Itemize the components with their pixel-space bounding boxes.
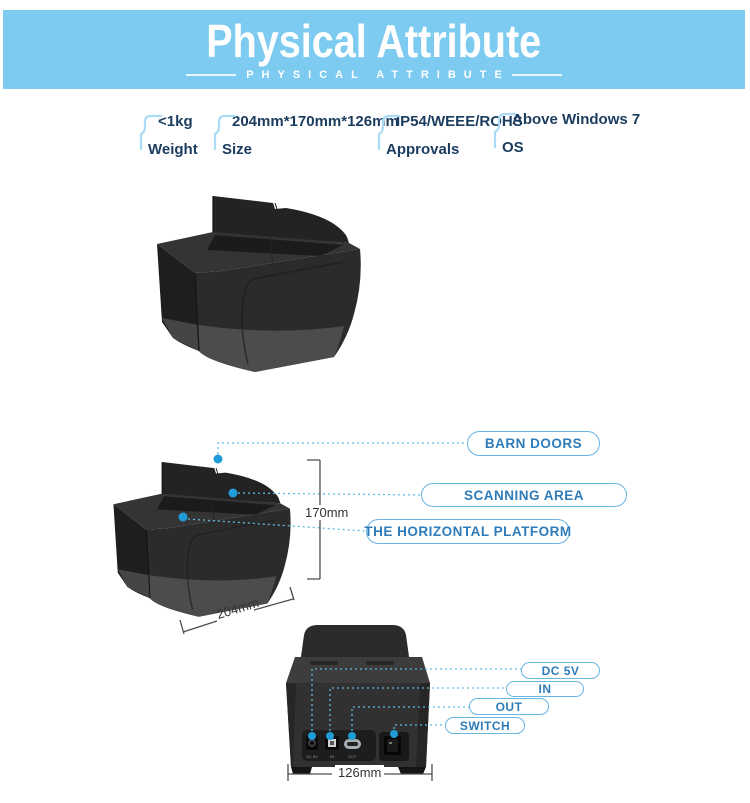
label-text: IN <box>538 682 552 696</box>
spec-label: Approvals <box>386 141 460 158</box>
label-text: SCANNING AREA <box>463 487 584 503</box>
label-barn-doors <box>467 431 600 456</box>
spec-label: Size <box>222 141 253 158</box>
printer-band <box>286 657 430 683</box>
bracket-icon <box>212 113 236 153</box>
in-port-label: IN <box>330 754 334 759</box>
label-text: OUT <box>495 699 523 714</box>
spec-item-size <box>212 113 399 158</box>
label-switch <box>445 717 525 734</box>
page-title: Physical Attribute <box>206 15 542 67</box>
bracket-icon <box>492 111 516 151</box>
subtitle-line-left-icon <box>186 74 236 76</box>
label-text: DC 5V <box>541 663 580 678</box>
product-image-annotated <box>103 455 303 622</box>
label-text: THE HORIZONTAL PLATFORM <box>364 524 572 539</box>
label-text: BARN DOORS <box>484 436 583 451</box>
product-image-top-iso <box>145 188 375 378</box>
label-out <box>469 698 549 715</box>
spec-item-os <box>492 111 640 156</box>
header-banner <box>3 10 745 89</box>
spec-value: <1kg <box>158 113 193 130</box>
dimension-width-label: 204mm <box>214 594 261 623</box>
header-subtitle <box>3 69 745 81</box>
subtitle-text: PHYSICAL ATTRIBUTE <box>246 69 510 81</box>
spec-item-weight <box>138 113 198 158</box>
spec-value: IP54/WEEE/ROHS <box>396 113 523 130</box>
label-horizontal-platform <box>366 519 570 544</box>
subtitle-line-right-icon <box>512 74 562 76</box>
dimension-height-label: 170mm <box>302 505 351 520</box>
spec-value: Above Windows 7 <box>512 111 641 128</box>
label-scanning-area <box>421 483 627 507</box>
out-port-label: OUT <box>347 754 357 759</box>
bracket-icon <box>376 113 400 153</box>
label-in <box>506 681 584 697</box>
dimension-depth-label: 126mm <box>335 765 384 780</box>
label-dc-5v <box>521 662 600 679</box>
product-image-back <box>280 620 495 780</box>
bracket-icon <box>138 113 162 153</box>
dc-port-label: DC 5V <box>306 754 318 759</box>
spec-label: OS <box>502 139 524 156</box>
spec-value: 204mm*170mm*126mm <box>232 113 399 130</box>
label-text: SWITCH <box>459 718 511 733</box>
spec-label: Weight <box>148 141 198 158</box>
